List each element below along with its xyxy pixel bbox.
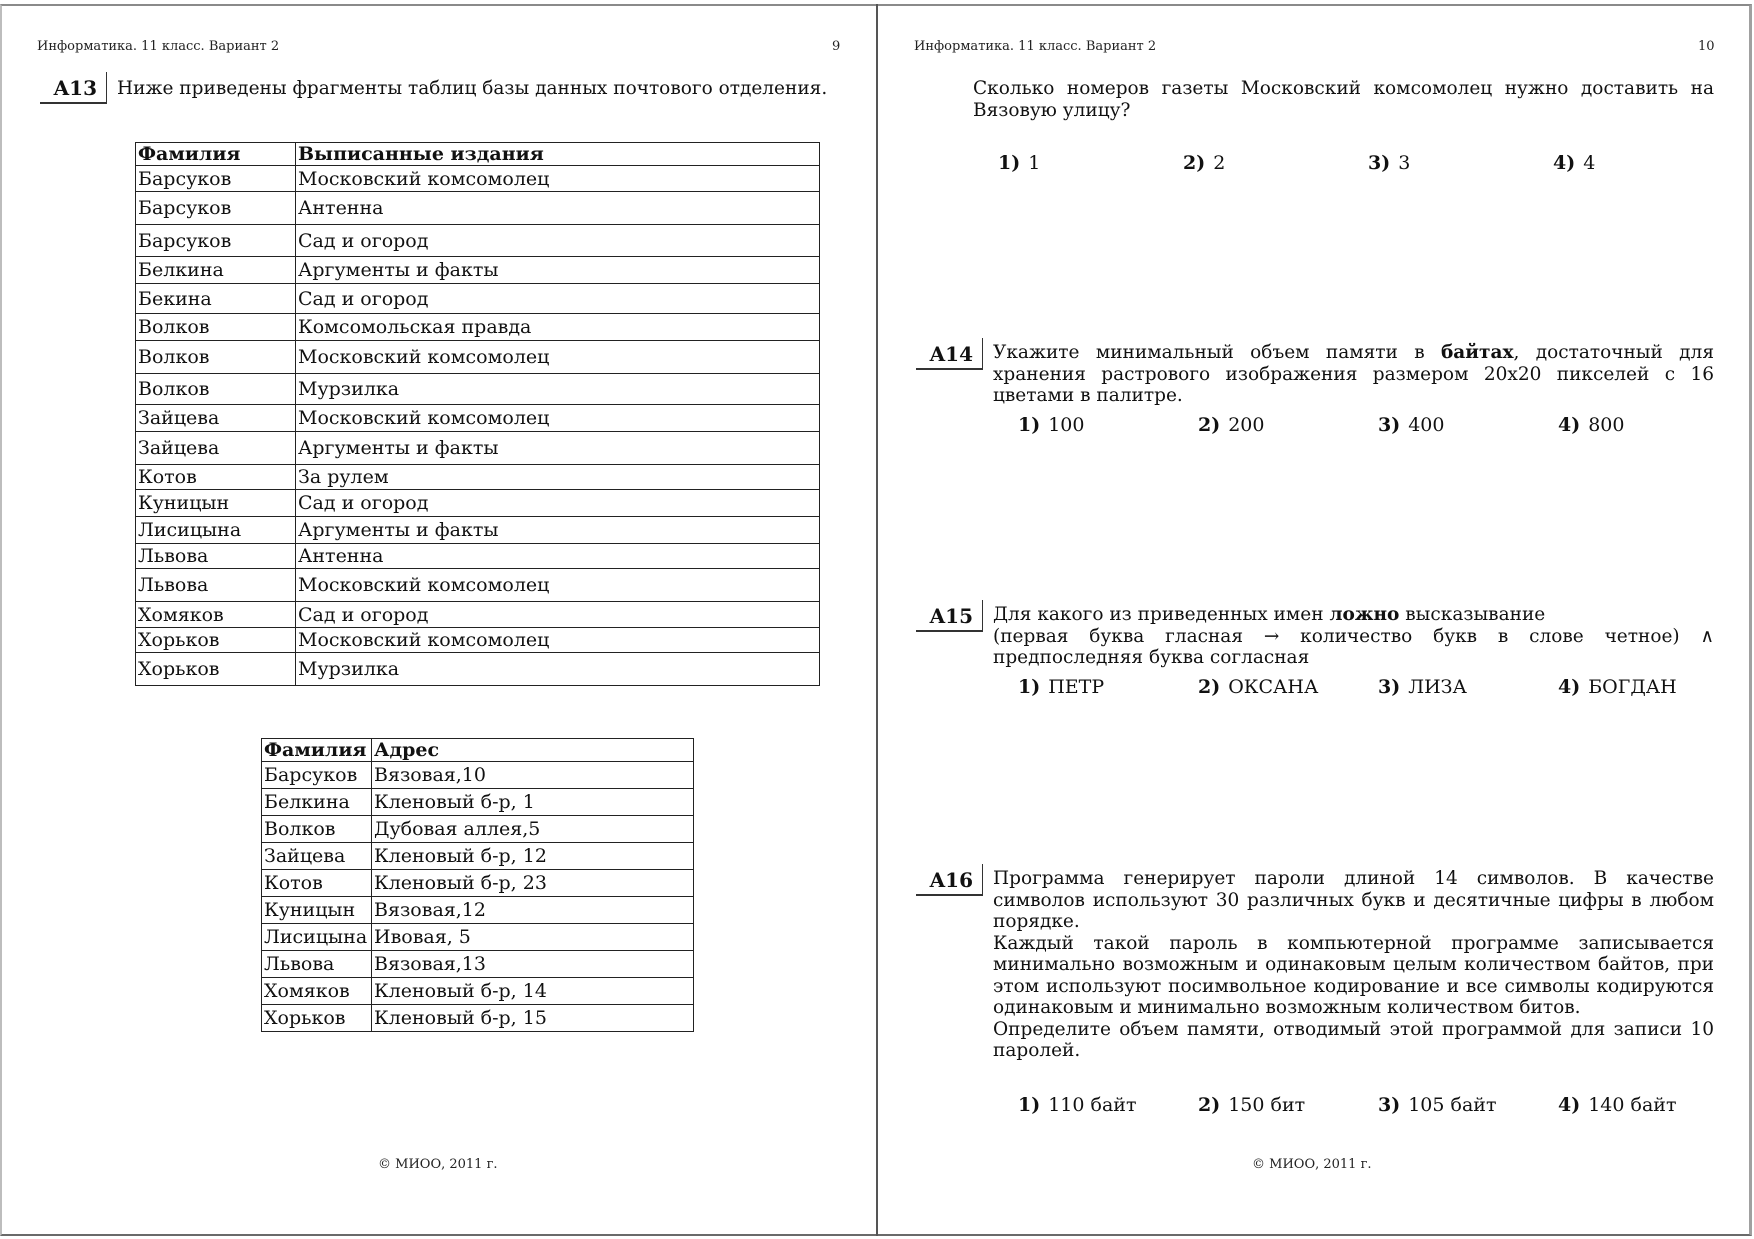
- answer-text: 100: [1048, 414, 1085, 436]
- answer-text: ОКСАНА: [1228, 676, 1319, 698]
- answer-option: [1198, 414, 1378, 436]
- answer-number: 4): [1558, 414, 1581, 436]
- publication-cell: Мурзилка: [296, 374, 820, 405]
- surname-cell: Белкина: [262, 789, 372, 816]
- surname-cell: Барсуков: [136, 192, 296, 225]
- table-row: [136, 257, 820, 284]
- table-row: [262, 897, 694, 924]
- question-text-a15: [993, 604, 1714, 669]
- publication-cell: Сад и огород: [296, 602, 820, 628]
- surname-cell: Куницын: [262, 897, 372, 924]
- column-header: Фамилия: [262, 739, 372, 762]
- table-header-row: [136, 143, 820, 166]
- answer-number: 2): [1198, 1094, 1221, 1116]
- address-cell: Дубовая аллея,5: [372, 816, 694, 843]
- running-head: Информатика. 11 класс. Вариант 2: [37, 39, 280, 54]
- publication-cell: Московский комсомолец: [296, 341, 820, 374]
- table-row: [262, 924, 694, 951]
- publication-cell: Московский комсомолец: [296, 405, 820, 432]
- table-row: [262, 870, 694, 897]
- surname-cell: Лисицына: [136, 517, 296, 544]
- table-row: [136, 465, 820, 490]
- answer-text: 150 бит: [1228, 1094, 1306, 1116]
- table-row: [262, 951, 694, 978]
- surname-cell: Зайцева: [136, 432, 296, 465]
- answer-option: [1378, 1094, 1558, 1116]
- surname-cell: Львова: [136, 569, 296, 602]
- answer-text: 2: [1213, 152, 1226, 174]
- publication-cell: Московский комсомолец: [296, 628, 820, 653]
- page-number: 9: [832, 39, 841, 54]
- answer-options-a15: [1018, 676, 1738, 698]
- publication-cell: Антенна: [296, 544, 820, 569]
- answer-option: [1558, 676, 1738, 698]
- answer-text: ПЕТР: [1048, 676, 1105, 698]
- addresses-table: [261, 738, 694, 1032]
- answer-text: 140 байт: [1588, 1094, 1677, 1116]
- surname-cell: Белкина: [136, 257, 296, 284]
- answer-option: [1378, 414, 1558, 436]
- publication-cell: Сад и огород: [296, 225, 820, 257]
- copyright-footer: © МИОО, 2011 г.: [378, 1157, 498, 1172]
- table-row: [262, 762, 694, 789]
- surname-cell: Львова: [136, 544, 296, 569]
- question-label-a16: A16: [916, 868, 983, 896]
- question-text-a16: [993, 868, 1714, 1062]
- text: , достаточный для хранения растрового изображения размером 20x20 пикселей с 16 цветами в палитре.: [993, 342, 1714, 406]
- surname-cell: Волков: [136, 341, 296, 374]
- surname-cell: Котов: [262, 870, 372, 897]
- question-label-a14: A14: [916, 342, 983, 370]
- text: высказывание: [1399, 604, 1546, 625]
- running-head: Информатика. 11 класс. Вариант 2: [914, 39, 1157, 54]
- table-row: [136, 341, 820, 374]
- answer-number: 1): [998, 152, 1021, 174]
- answer-number: 3): [1378, 676, 1401, 698]
- subscriptions-table: [135, 142, 820, 686]
- table-row: [136, 192, 820, 225]
- surname-cell: Лисицына: [262, 924, 372, 951]
- address-cell: Вязовая,12: [372, 897, 694, 924]
- table-row: [136, 374, 820, 405]
- answer-text: БОГДАН: [1588, 676, 1677, 698]
- surname-cell: Волков: [136, 314, 296, 341]
- table-row: [262, 1005, 694, 1032]
- table-row: [262, 843, 694, 870]
- surname-cell: Хорьков: [136, 653, 296, 686]
- table-row: [136, 314, 820, 341]
- question-label-a13: A13: [40, 76, 107, 104]
- table-row: [136, 569, 820, 602]
- surname-cell: Хомяков: [136, 602, 296, 628]
- table-row: [136, 653, 820, 686]
- answer-number: 4): [1553, 152, 1576, 174]
- answer-number: 1): [1018, 676, 1041, 698]
- answer-option: [1368, 152, 1553, 174]
- table-header-row: [262, 739, 694, 762]
- answer-option: [1198, 1094, 1378, 1116]
- copyright-footer: © МИОО, 2011 г.: [1252, 1157, 1372, 1172]
- surname-cell: Хорьков: [262, 1005, 372, 1032]
- answer-option: [1378, 676, 1558, 698]
- table-row: [262, 789, 694, 816]
- address-cell: Кленовый б-р, 1: [372, 789, 694, 816]
- surname-cell: Зайцева: [136, 405, 296, 432]
- emphasis: байтах: [1440, 342, 1514, 363]
- line: предпоследняя буква согласная: [993, 647, 1310, 668]
- address-cell: Кленовый б-р, 14: [372, 978, 694, 1005]
- surname-cell: Волков: [262, 816, 372, 843]
- publication-cell: Аргументы и факты: [296, 257, 820, 284]
- answer-text: 400: [1408, 414, 1445, 436]
- line: [993, 604, 1714, 626]
- answer-text: 200: [1228, 414, 1265, 436]
- answer-options-a13: [998, 152, 1738, 174]
- page-10: [878, 0, 1754, 1239]
- answer-option: [1018, 1094, 1198, 1116]
- surname-cell: Барсуков: [136, 166, 296, 192]
- publication-cell: Сад и огород: [296, 284, 820, 314]
- publication-cell: Московский комсомолец: [296, 166, 820, 192]
- answer-option: [1558, 414, 1738, 436]
- address-cell: Вязовая,10: [372, 762, 694, 789]
- answer-number: 1): [1018, 414, 1041, 436]
- answer-number: 2): [1198, 676, 1221, 698]
- paragraph: Каждый такой пароль в компьютерной программе записывается минимально возможным и одинаковым целым количеством байтов, при этом используют посимвольное кодирование и все символы кодируются одинаковым и минимально возможным количеством битов.: [993, 932, 1714, 1018]
- surname-cell: Зайцева: [262, 843, 372, 870]
- table-row: [262, 816, 694, 843]
- table-row: [136, 517, 820, 544]
- text: Укажите минимальный объем памяти в: [993, 342, 1441, 363]
- answer-options-a14: [1018, 414, 1738, 436]
- surname-cell: Волков: [136, 374, 296, 405]
- text: Для какого из приведенных имен: [993, 604, 1330, 625]
- publication-cell: Аргументы и факты: [296, 517, 820, 544]
- answer-number: 2): [1183, 152, 1206, 174]
- answer-option: [1198, 676, 1378, 698]
- question-text-a13-continued: Сколько номеров газеты Московский комсомолец нужно доставить на Вязовую улицу?: [973, 78, 1714, 121]
- answer-options-a16: [1018, 1094, 1738, 1116]
- address-cell: Кленовый б-р, 15: [372, 1005, 694, 1032]
- answer-number: 3): [1378, 1094, 1401, 1116]
- publication-cell: Комсомольская правда: [296, 314, 820, 341]
- answer-text: 1: [1028, 152, 1041, 174]
- surname-cell: Барсуков: [136, 225, 296, 257]
- publication-cell: Московский комсомолец: [296, 569, 820, 602]
- column-header: Адрес: [372, 739, 694, 762]
- surname-cell: Хомяков: [262, 978, 372, 1005]
- surname-cell: Бекина: [136, 284, 296, 314]
- column-header: Выписанные издания: [296, 143, 820, 166]
- answer-option: [1183, 152, 1368, 174]
- answer-number: 3): [1378, 414, 1401, 436]
- answer-text: 800: [1588, 414, 1625, 436]
- answer-text: ЛИЗА: [1408, 676, 1467, 698]
- table-row: [136, 628, 820, 653]
- paragraph: Определите объем памяти, отводимый этой программой для записи 10 паролей.: [993, 1018, 1714, 1061]
- line: (первая буква гласная → количество букв в слове четное) ∧: [993, 625, 1714, 647]
- surname-cell: Львова: [262, 951, 372, 978]
- surname-cell: Котов: [136, 465, 296, 490]
- publication-cell: Мурзилка: [296, 653, 820, 686]
- answer-number: 2): [1198, 414, 1221, 436]
- table-row: [136, 405, 820, 432]
- answer-option: [1018, 414, 1198, 436]
- paragraph: Программа генерирует пароли длиной 14 символов. В качестве символов используют 30 различных букв и десятичные цифры в любом порядке.: [993, 868, 1714, 932]
- publication-cell: Антенна: [296, 192, 820, 225]
- table-row: [136, 490, 820, 517]
- address-cell: Кленовый б-р, 23: [372, 870, 694, 897]
- answer-option: [1558, 1094, 1738, 1116]
- address-cell: Кленовый б-р, 12: [372, 843, 694, 870]
- answer-text: 110 байт: [1048, 1094, 1137, 1116]
- publication-cell: Сад и огород: [296, 490, 820, 517]
- page-number: 10: [1698, 39, 1715, 54]
- answer-number: 4): [1558, 1094, 1581, 1116]
- address-cell: Ивовая, 5: [372, 924, 694, 951]
- column-header: Фамилия: [136, 143, 296, 166]
- answer-text: 105 байт: [1408, 1094, 1497, 1116]
- publication-cell: За рулем: [296, 465, 820, 490]
- answer-text: 3: [1398, 152, 1411, 174]
- answer-text: 4: [1583, 152, 1596, 174]
- address-cell: Вязовая,13: [372, 951, 694, 978]
- table-row: [136, 166, 820, 192]
- table-row: [136, 602, 820, 628]
- table-row: [262, 978, 694, 1005]
- table-row: [136, 225, 820, 257]
- publication-cell: Аргументы и факты: [296, 432, 820, 465]
- surname-cell: Куницын: [136, 490, 296, 517]
- surname-cell: Хорьков: [136, 628, 296, 653]
- page-9: [0, 0, 876, 1239]
- emphasis: ложно: [1329, 604, 1400, 625]
- table-row: [136, 432, 820, 465]
- answer-option: [1553, 152, 1738, 174]
- question-label-a15: A15: [916, 604, 983, 632]
- answer-number: 1): [1018, 1094, 1041, 1116]
- question-text-a14: [993, 342, 1714, 407]
- table-row: [136, 544, 820, 569]
- answer-option: [998, 152, 1183, 174]
- answer-number: 4): [1558, 676, 1581, 698]
- question-text-a13: Ниже приведены фрагменты таблиц базы данных почтового отделения.: [117, 78, 828, 99]
- table-row: [136, 284, 820, 314]
- answer-option: [1018, 676, 1198, 698]
- surname-cell: Барсуков: [262, 762, 372, 789]
- answer-number: 3): [1368, 152, 1391, 174]
